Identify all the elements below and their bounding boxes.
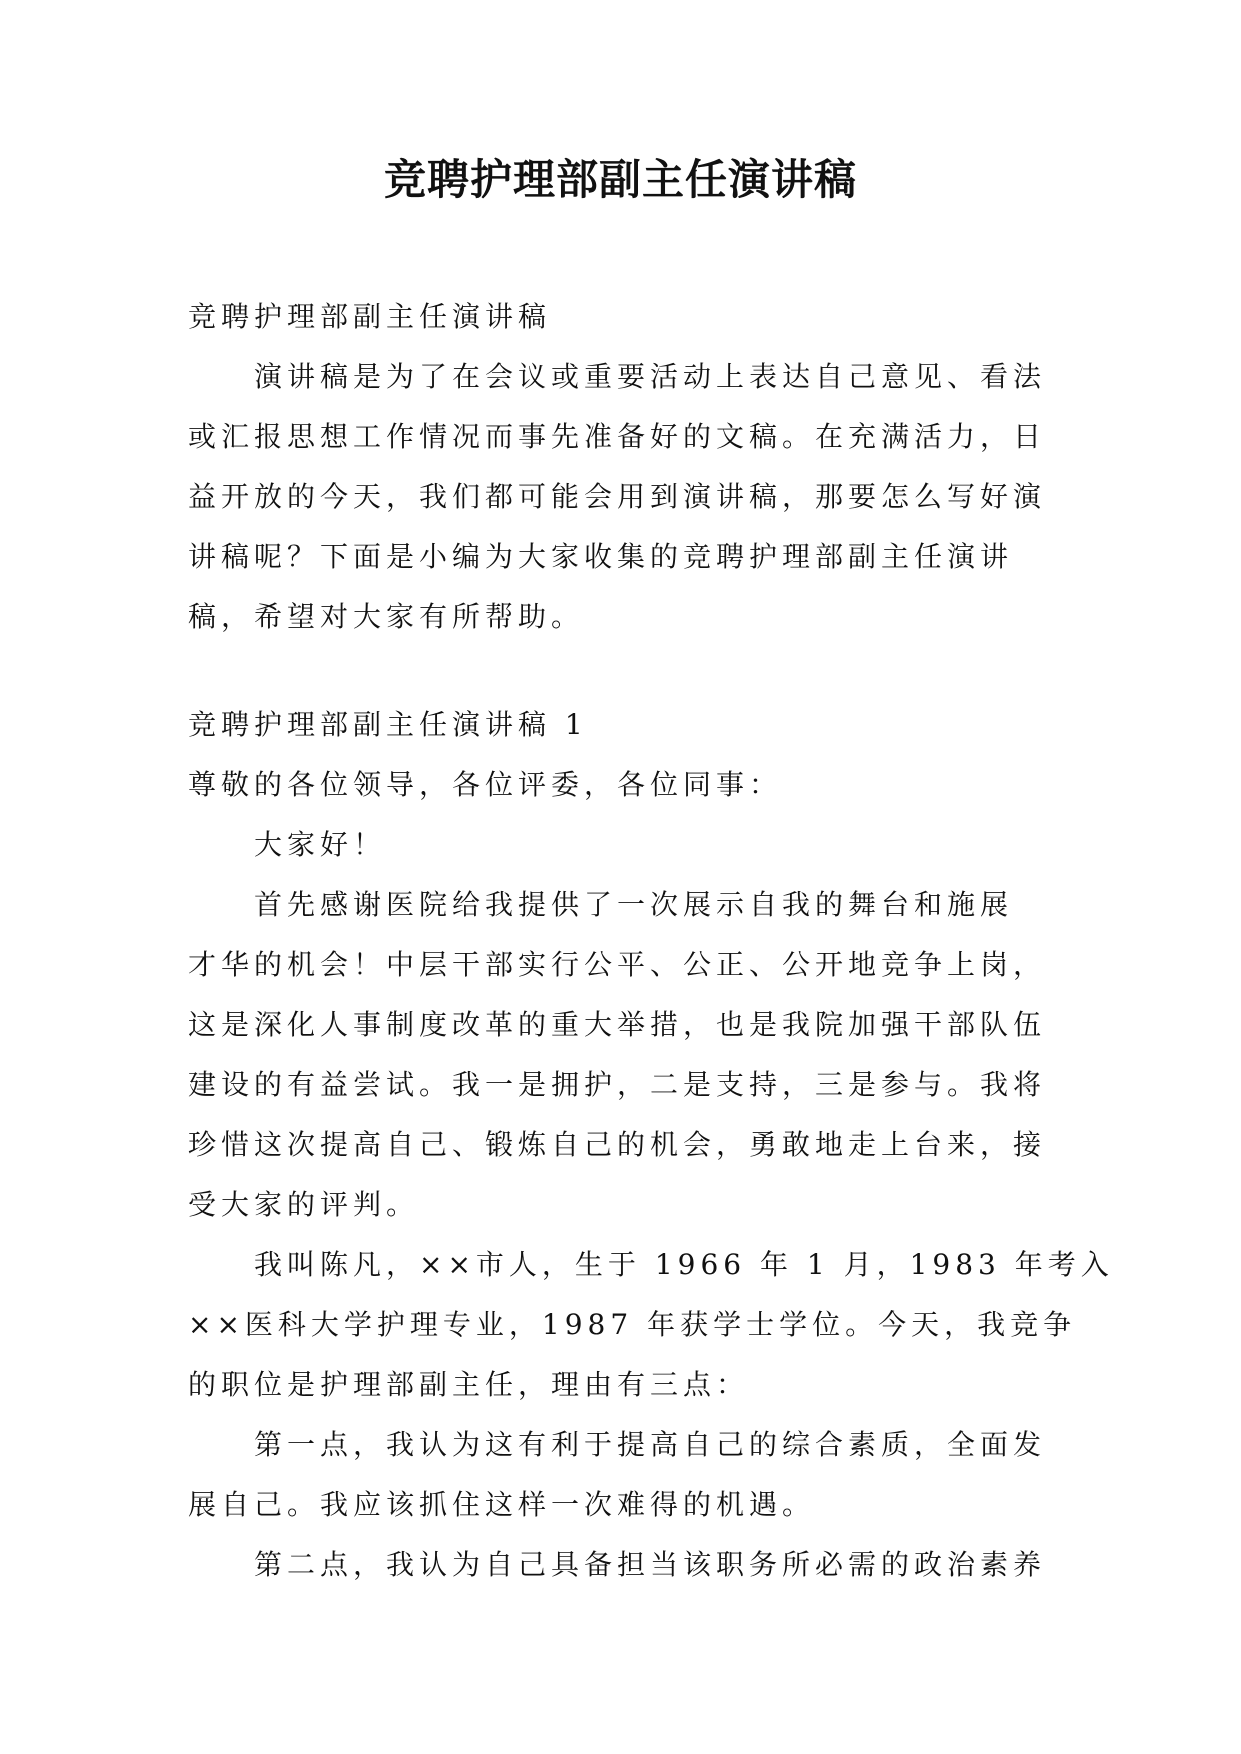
paragraph-line: 受大家的评判。 bbox=[188, 1188, 420, 1221]
paragraph-line: 才华的机会！中层干部实行公平、公正、公开地竞争上岗， bbox=[188, 948, 1047, 981]
paragraph-line: 建设的有益尝试。我一是拥护，二是支持，三是参与。我将 bbox=[188, 1068, 1047, 1101]
paragraph-line: 益开放的今天，我们都可能会用到演讲稿，那要怎么写好演 bbox=[188, 480, 1047, 513]
document-body bbox=[188, 287, 1114, 1595]
point-one-paragraph bbox=[188, 1415, 1068, 1535]
document-title: 竞聘护理部副主任演讲稿 bbox=[383, 155, 857, 204]
intro-paragraph bbox=[188, 347, 1068, 647]
paragraph-line: 这是深化人事制度改革的重大举措，也是我院加强干部队伍 bbox=[188, 1008, 1047, 1041]
paragraph-line: 讲稿呢？下面是小编为大家收集的竞聘护理部副主任演讲 bbox=[188, 540, 1014, 573]
paragraph-line: ××医科大学护理专业，1987 年获学士学位。今天，我竞争 bbox=[188, 1308, 1077, 1341]
thanks-paragraph bbox=[188, 875, 1068, 1235]
section-heading: 竞聘护理部副主任演讲稿 1 bbox=[188, 708, 588, 741]
paragraph-line: 我叫陈凡，××市人，生于 1966 年 1 月，1983 年考入 bbox=[254, 1248, 1114, 1281]
self-intro-paragraph bbox=[188, 1235, 1114, 1415]
paragraph-line: 稿，希望对大家有所帮助。 bbox=[188, 600, 585, 633]
paragraph-line: 第二点，我认为自己具备担当该职务所必需的政治素养 bbox=[254, 1548, 1047, 1581]
section-gap bbox=[188, 647, 1068, 695]
paragraph-line: 展自己。我应该抓住这样一次难得的机遇。 bbox=[188, 1488, 816, 1521]
greeting: 大家好！ bbox=[254, 828, 387, 861]
paragraph-line: 或汇报思想工作情况而事先准备好的文稿。在充满活力，日 bbox=[188, 420, 1047, 453]
salutation: 尊敬的各位领导，各位评委，各位同事： bbox=[188, 768, 783, 801]
point-two-paragraph bbox=[188, 1535, 1068, 1595]
paragraph-line: 第一点，我认为这有利于提高自己的综合素质，全面发 bbox=[254, 1428, 1047, 1461]
paragraph-line: 的职位是护理部副主任，理由有三点： bbox=[188, 1368, 750, 1401]
paragraph-line: 演讲稿是为了在会议或重要活动上表达自己意见、看法 bbox=[254, 360, 1047, 393]
paragraph-line: 首先感谢医院给我提供了一次展示自我的舞台和施展 bbox=[254, 888, 1014, 921]
intro-heading: 竞聘护理部副主任演讲稿 bbox=[188, 300, 552, 333]
paragraph-line: 珍惜这次提高自己、锻炼自己的机会，勇敢地走上台来，接 bbox=[188, 1128, 1047, 1161]
